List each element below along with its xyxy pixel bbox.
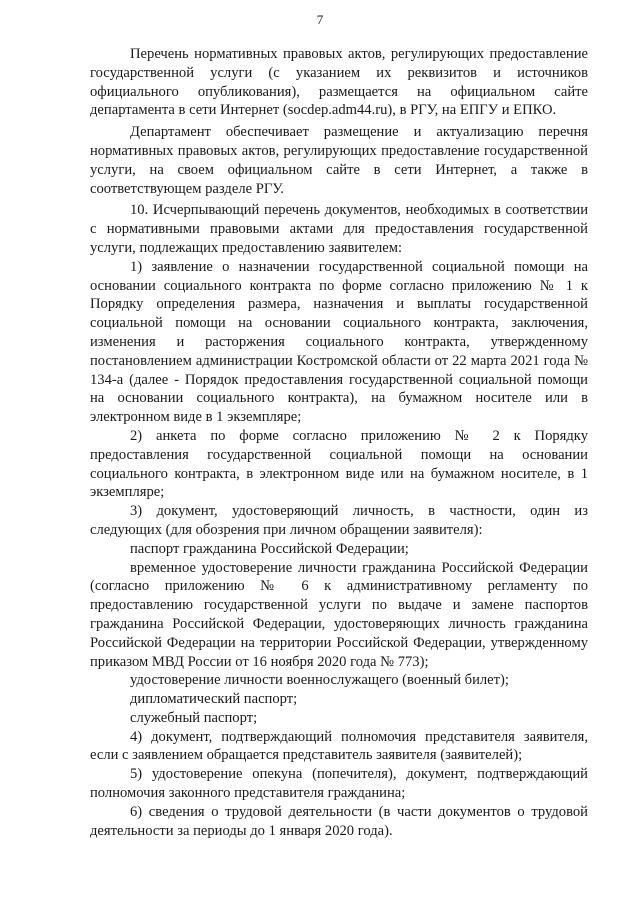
list-item-6-employment-info: 6) сведения о трудовой деятельности (в части документов о трудовой деятельности за периоды до 1 января 2020 года).	[90, 803, 588, 839]
document-body	[90, 45, 588, 840]
sub-item-diplomatic-passport: дипломатический паспорт;	[130, 691, 298, 708]
list-item-5-guardian-certificate: 5) удостоверение опекуна (попечителя), документ, подтверждающий полномочия законного представителя гражданина;	[90, 766, 588, 802]
sub-item-passport: паспорт гражданина Российской Федерации;	[130, 540, 409, 557]
sub-item-military-id: удостоверение личности военнослужащего (военный билет);	[130, 672, 509, 689]
list-item-2-questionnaire: 2) анкета по форме согласно приложению № 2 к Порядку предоставления государственной социальной помощи на основании социального контракта, в электронном виде или на бумажном носителе, в 1 экземпляре;	[90, 427, 588, 501]
paragraph-legal-acts-list: Перечень нормативных правовых актов, регулирующих предоставление государственной услуги (с указанием их реквизитов и источников официального опубликования), размещается на официальном сайте департамента в сети Интернет (socdep.adm44.ru), в РГУ, на ЕПГУ и ЕПКО.	[90, 46, 588, 119]
sub-item-service-passport: служебный паспорт;	[130, 709, 258, 726]
paragraph-department-duties: Департамент обеспечивает размещение и актуализацию перечня нормативных правовых актов, регулирующих предоставление государственной услуги, на своем официальном сайте в сети Интернет, а также в соответствующем разделе РГУ.	[90, 124, 588, 197]
paragraph-item-10: 10. Исчерпывающий перечень документов, необходимых в соответствии с нормативными правовыми актами для предоставления государственной услуги, подлежащих предоставлению заявителем:	[90, 202, 588, 256]
page-number: 7	[316, 12, 324, 27]
list-item-4-representative-authority: 4) документ, подтверждающий полномочия представителя заявителя, если с заявлением обращается представитель заявителя (заявителей);	[90, 728, 588, 764]
list-item-1-application: 1) заявление о назначении государственной социальной помощи на основании социального контракта по форме согласно приложению № 1 к Порядку определения размера, назначения и выплаты государственной социальной помощи на основании социального контракта, заключения, изменения и расторжения социального контракта, утвержденному постановлением администрации Костромской области от 22 марта 2021 года № 134-а (далее - Порядок предоставления государственной социальной помощи на основании социального контракта), на бумажном носителе или в электронном виде в 1 экземпляре;	[90, 258, 588, 426]
list-item-3-identity-document: 3) документ, удостоверяющий личность, в частности, один из следующих (для обозрения при личном обращении заявителя):	[90, 503, 588, 538]
sub-item-temporary-id: временное удостоверение личности гражданина Российской Федерации (согласно приложению № 6 к административному регламенту по предоставлению государственной услуги по выдаче и замене паспортов гражданина Российской Федерации, удостоверяющих личность гражданина Российской Федерации на территории Российской Федерации, утвержденному приказом МВД России от 16 ноября 2020 года № 773);	[90, 559, 588, 670]
